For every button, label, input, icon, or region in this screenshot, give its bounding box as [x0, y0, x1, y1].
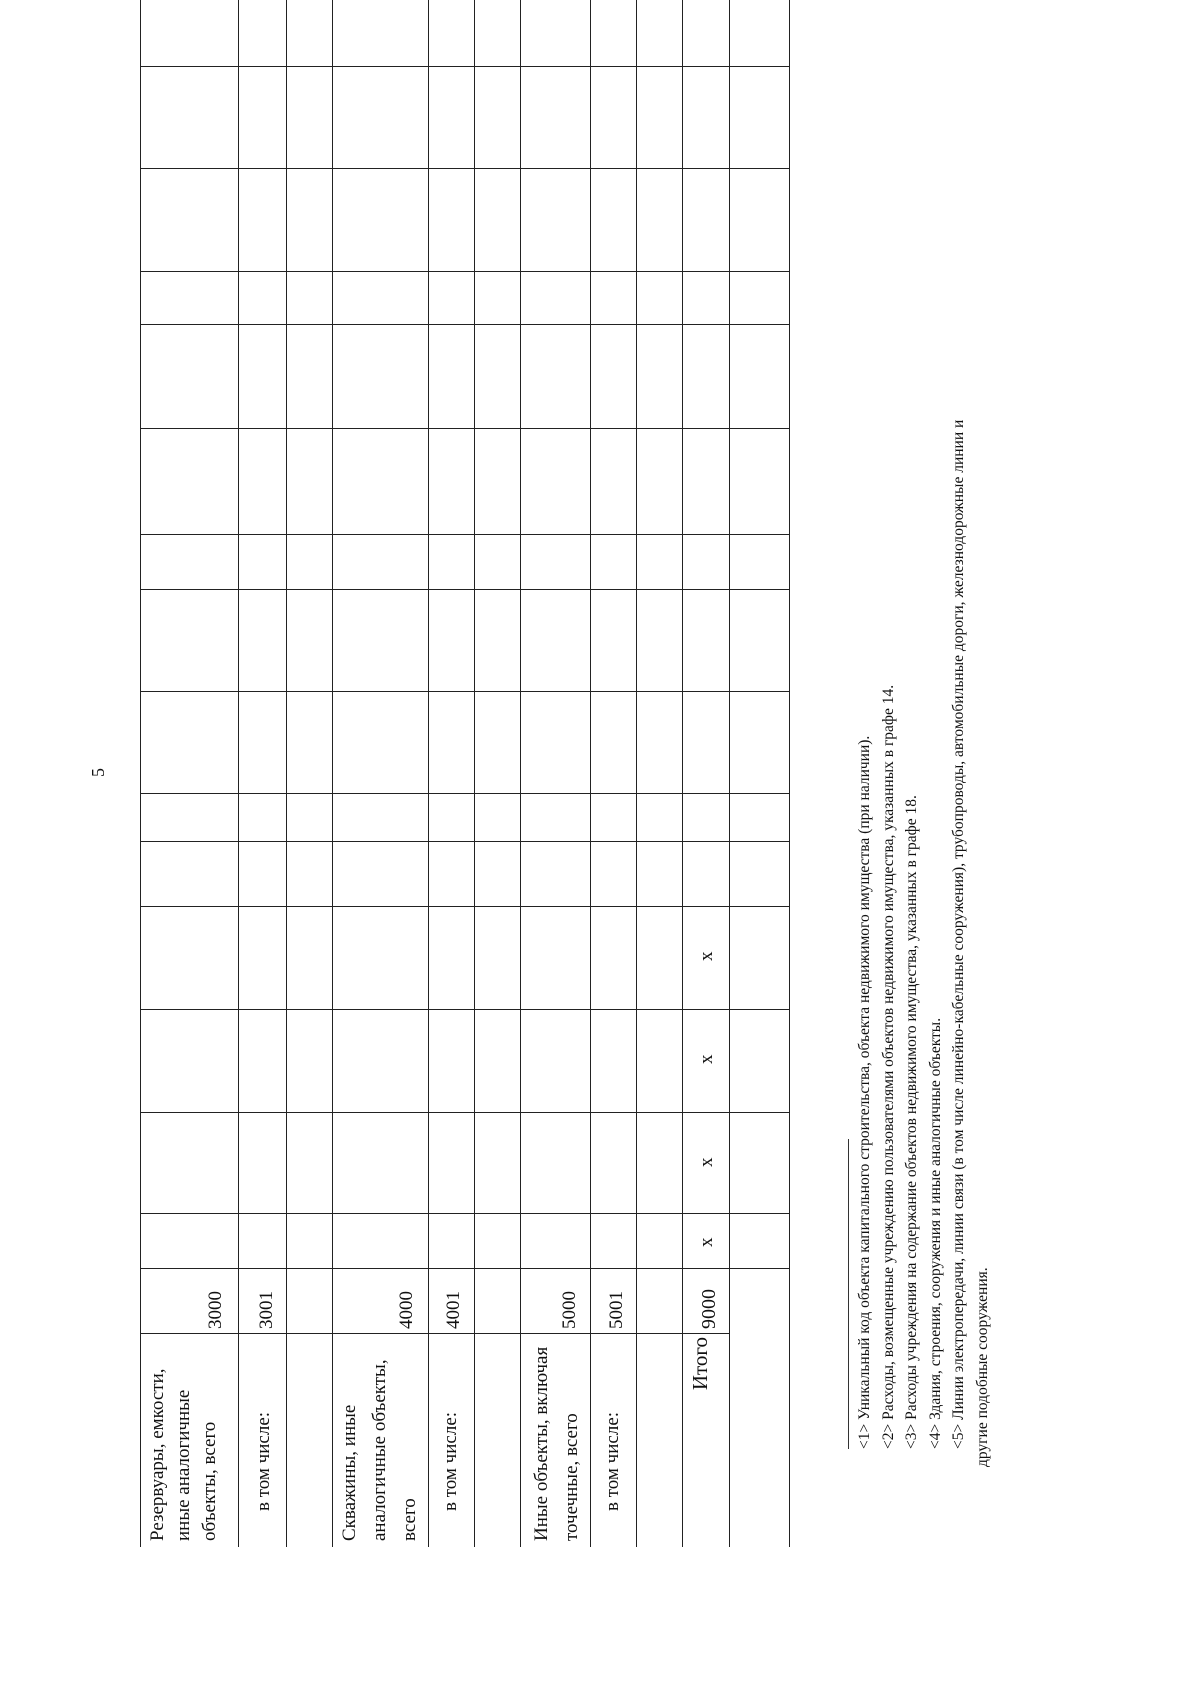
column-divider	[141, 1009, 789, 1010]
row-divider	[590, 0, 591, 1547]
row-label-reservoirs: Резервуары, емкости, иные аналогичные объекты, всего	[147, 1368, 220, 1541]
column-divider	[141, 271, 789, 272]
property-table	[140, 0, 790, 1547]
column-divider	[141, 793, 789, 794]
row-label-other-objects: Иные объекты, включая точечные, всего	[531, 1346, 582, 1541]
footnote-5: <5> Линии электропередачи, линии связи (в том числе линейно-кабельные сооружения), трубопроводы, автомобильные дороги, железнодорожные линии и	[950, 419, 967, 1449]
row-code: 5001	[606, 1291, 627, 1329]
column-divider	[141, 534, 789, 535]
column-divider	[141, 428, 789, 429]
row-divider	[682, 0, 683, 1547]
total-x-mark: x	[696, 1157, 717, 1167]
total-x-mark: x	[696, 1054, 717, 1064]
column-divider	[141, 1333, 729, 1334]
column-divider	[141, 841, 789, 842]
row-code: 3000	[205, 1291, 226, 1329]
row-code: 4000	[396, 1291, 417, 1329]
footnote-separator	[848, 1139, 849, 1449]
row-label-including: в том числе:	[253, 1411, 274, 1511]
column-divider	[141, 1268, 789, 1269]
row-divider	[286, 0, 287, 1547]
row-code-total: 9000	[698, 1289, 720, 1329]
footnotes	[848, 267, 994, 1467]
footnote-1: <1> Уникальный код объекта капитального строительства, объекта недвижимого имущества (при наличии).	[856, 735, 873, 1449]
row-divider	[332, 0, 333, 1547]
column-divider	[141, 691, 789, 692]
column-divider	[141, 1112, 789, 1113]
footnote-3: <3> Расходы учреждения на содержание объектов недвижимого имущества, указанных в графе 18.	[903, 795, 920, 1449]
row-label-including: в том числе:	[440, 1411, 461, 1511]
row-label-total: Итого	[688, 1337, 712, 1391]
row-divider	[520, 0, 521, 1547]
total-x-mark: x	[696, 1237, 717, 1247]
column-divider	[141, 168, 789, 169]
row-divider	[474, 0, 475, 1547]
row-divider	[238, 0, 239, 1547]
page-number: 5	[88, 768, 108, 777]
column-divider	[141, 324, 789, 325]
row-code: 4001	[443, 1291, 464, 1329]
column-divider	[141, 66, 789, 67]
footnote-5-continuation: другие подобные сооружения.	[973, 1267, 991, 1467]
column-divider	[141, 1213, 789, 1214]
row-divider	[428, 0, 429, 1547]
total-x-mark: x	[696, 951, 717, 961]
row-code: 5000	[559, 1291, 580, 1329]
row-divider	[636, 0, 637, 1547]
column-divider	[141, 589, 789, 590]
footnote-4: <4> Здания, строения, сооружения и иные аналогичные объекты.	[926, 1017, 944, 1449]
column-divider	[141, 906, 789, 907]
row-label-including: в том числе:	[602, 1411, 623, 1511]
row-divider	[729, 0, 730, 1547]
row-label-wells: Скважины, иные аналогичные объекты, всего	[339, 1359, 420, 1541]
row-code: 3001	[256, 1291, 277, 1329]
footnote-2: <2> Расходы, возмещенные учреждению пользователями объектов недвижимого имущества, указанных в графе 14.	[879, 684, 897, 1449]
